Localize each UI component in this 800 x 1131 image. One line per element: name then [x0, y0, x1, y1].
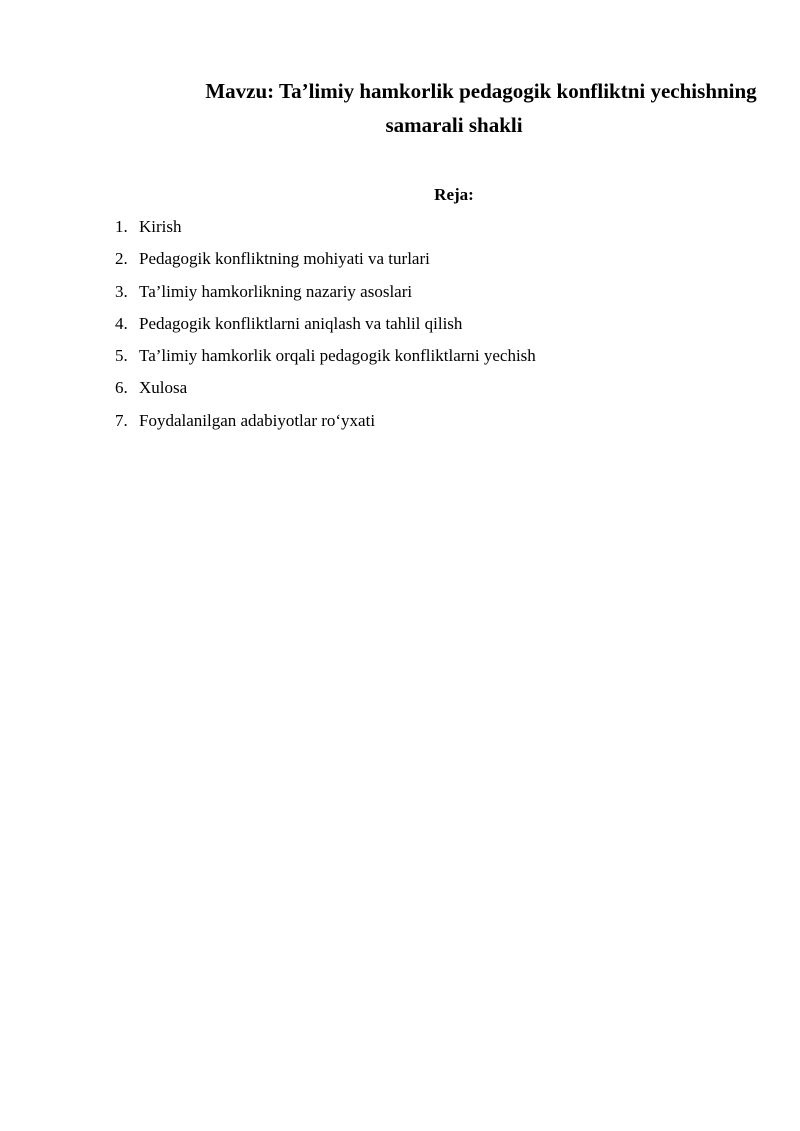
plan-heading: Reja: [434, 185, 474, 204]
plan-item-number: 3. [115, 281, 128, 301]
document-title: Mavzu: Ta’limiy hamkorlik pedagogik konfliktni yechishning samarali shakli [205, 79, 757, 137]
plan-item-text: Kirish [139, 217, 182, 236]
plan-item-3 [115, 281, 536, 303]
plan-item-4 [115, 313, 536, 335]
plan-item-number: 7. [115, 410, 128, 430]
plan-item-text: Foydalanilgan adabiyotlar ro‘yxati [139, 410, 376, 430]
plan-item-number: 1. [115, 217, 128, 236]
plan-item-number: 6. [115, 378, 128, 398]
plan-item-text: Xulosa [139, 378, 188, 398]
plan-item-7 [115, 410, 536, 432]
plan-item-6 [115, 377, 536, 399]
plan-item-text: Ta’limiy hamkorlik orqali pedagogik konfliktlarni yechish [139, 346, 536, 366]
plan-list [115, 216, 536, 442]
plan-item-number: 2. [115, 249, 128, 269]
plan-item-number: 4. [115, 313, 128, 333]
plan-item-number: 5. [115, 346, 128, 366]
plan-item-text: Pedagogik konfliktlarni aniqlash va tahlil qilish [139, 313, 463, 333]
plan-item-5 [115, 345, 536, 367]
plan-item-text: Ta’limiy hamkorlikning nazariy asoslari [139, 281, 413, 301]
plan-item-1 [115, 216, 536, 238]
plan-item-2 [115, 248, 536, 270]
plan-item-text: Pedagogik konfliktning mohiyati va turlari [139, 249, 430, 269]
